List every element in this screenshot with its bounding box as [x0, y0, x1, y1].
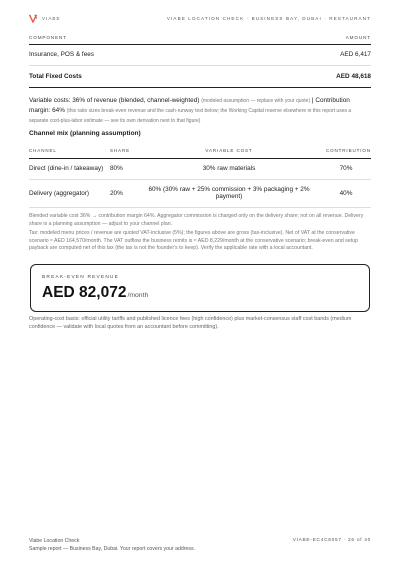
break-even-value-row: [42, 284, 358, 302]
channel-mix-header-row: [29, 143, 371, 159]
footer-title: Viabe Location Check: [29, 538, 80, 544]
variable-costs-lead: Variable costs: 36% of revenue (blended, channel-weighted): [29, 97, 200, 104]
cell-variable-cost: 30% raw materials: [137, 159, 321, 180]
page-footer: [29, 537, 371, 553]
cell-share: 20%: [110, 180, 137, 208]
table-row: [29, 180, 371, 208]
break-even-card: [30, 264, 370, 312]
cost-row: [29, 45, 371, 66]
cell-variable-cost: 60% (30% raw + 25% commission + 3% packaging + 2% payment): [137, 180, 321, 208]
cost-total-amount: AED 48,618: [336, 73, 371, 80]
break-even-label: BREAK-EVEN REVENUE: [42, 274, 120, 280]
operating-cost-note: Operating-cost basis: official utility tariffs and published licence fees (high confidence) plus market-consensus staff cost bands (medium confidence — validate with local quotes from an accountant before committing).: [29, 315, 352, 330]
break-even-value: AED 82,072: [42, 283, 127, 301]
col-channel: CHANNEL: [29, 143, 110, 159]
col-share: SHARE: [110, 143, 137, 159]
brand-logo: [29, 14, 61, 23]
footer-subtitle: Sample report — Business Bay, Dubai. Your report covers your address.: [29, 546, 195, 552]
col-component: COMPONENT: [29, 35, 67, 40]
blended-note: Blended variable cost 36% → contribution margin 64%. Aggregator commission is charged only on the delivery share; not on all revenue. Delivery share is a planning assumption — adjust to your channel plan.: [29, 213, 364, 227]
cell-contribution: 40%: [321, 180, 371, 208]
cell-channel: Delivery (aggregator): [29, 180, 110, 208]
variable-costs-lead-note: (modeled assumption — replace with your quote): [201, 98, 311, 104]
report-header-title: VIABE LOCATION CHECK · BUSINESS BAY, DUBAI · RESTAURANT: [166, 15, 371, 21]
channel-mix-table: [29, 143, 371, 208]
table-row: [29, 159, 371, 180]
page-number: VIABE-EC4C6057 · 26 of 40: [292, 538, 371, 543]
viabe-logo-icon: [29, 14, 40, 23]
footer-left: [29, 537, 195, 553]
page-header: [29, 12, 371, 24]
channel-mix-title: Channel mix (planning assumption): [29, 130, 141, 137]
variable-costs-paragraph: [29, 96, 371, 126]
col-amount: AMOUNT: [345, 35, 371, 40]
cost-total-row: [29, 66, 371, 88]
col-contribution: CONTRIBUTION: [321, 143, 371, 159]
page-content: [29, 32, 371, 331]
break-even-unit: /month: [127, 291, 149, 299]
cost-total-label: Total Fixed Costs: [29, 73, 82, 80]
cell-contribution: 70%: [321, 159, 371, 180]
cost-row-label: Insurance, POS & fees: [29, 51, 95, 58]
logo-text: VIABE: [42, 15, 61, 21]
col-variable-cost: VARIABLE COST: [137, 143, 321, 159]
cell-share: 80%: [110, 159, 137, 180]
cost-table-header: [29, 35, 371, 45]
fixed-cost-table: [29, 35, 371, 88]
cost-row-amount: AED 6,417: [340, 51, 371, 58]
contribution-margin: | Contribution margin: 64%: [29, 97, 350, 114]
tax-note: Tax: modeled menu prices / revenue are quoted VAT-inclusive (5%); the figures above are gross (tax-inclusive). Net of VAT at the conservative scenario ≈ AED 164,570/month. The VAT outflow the business remits is ≈ AED 8,229/month at the conservative scenario; break-even and setup payback are computed net of this tax (the tax is not the founder's to keep). Verify the applicable rate with a local accountant.: [29, 230, 358, 252]
cell-channel: Direct (dine-in / takeaway): [29, 159, 110, 180]
variable-costs-tail-note: (this ratio sizes break-even revenue and the cash-runway test below; the Working Capital reserve elsewhere in this report uses a separate cost-plus-labor estimate — see its own derivation next to that figure): [29, 108, 352, 124]
